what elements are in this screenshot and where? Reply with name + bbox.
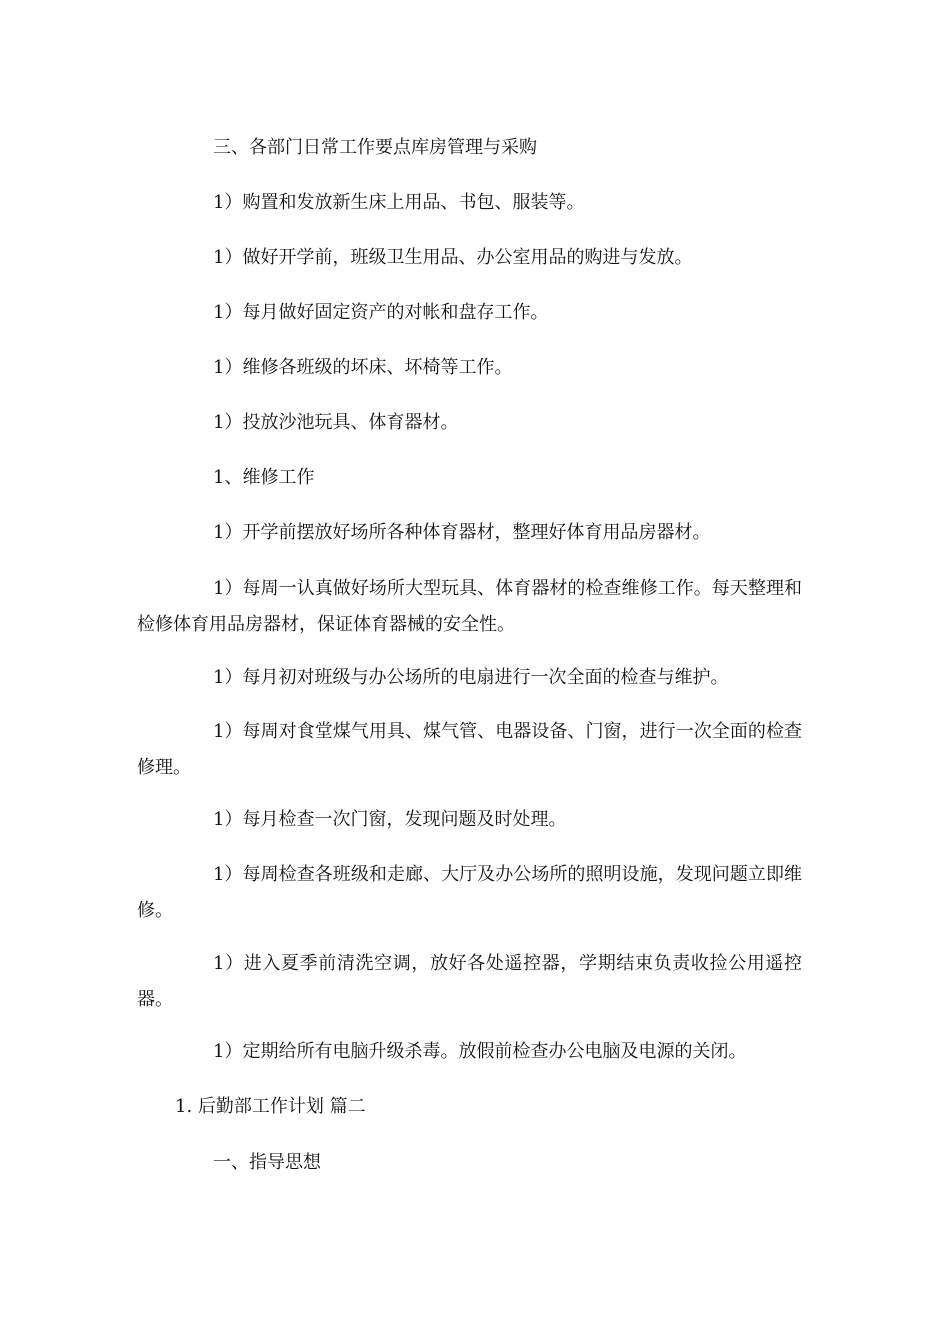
list-item: 1）维修各班级的坏床、坏椅等工作。 [213,357,513,378]
article-title: 1. 后勤部工作计划 篇二 [175,1096,366,1117]
list-item: 1）每周一认真做好场所大型玩具、体育器材的检查维修工作。每天整理和检修体育用品房器材，保证体育器械的安全性。 [137,578,802,635]
list-item: 1）购置和发放新生床上用品、书包、服装等。 [213,192,585,213]
list-item: 1）进入夏季前清洗空调，放好各处遥控器，学期结束负责收捡公用遥控器。 [137,953,802,1010]
section-heading: 三、各部门日常工作要点库房管理与采购 [213,137,537,158]
list-item: 1）做好开学前，班级卫生用品、办公室用品的购进与发放。 [213,247,693,268]
section-heading: 一、指导思想 [213,1152,321,1173]
subsection-heading: 1、维修工作 [213,467,315,488]
list-item: 1）定期给所有电脑升级杀毒。放假前检查办公电脑及电源的关闭。 [213,1041,747,1062]
list-item: 1）每月检查一次门窗，发现问题及时处理。 [213,809,567,830]
list-item: 1）投放沙池玩具、体育器材。 [213,412,459,433]
list-item: 1）每月做好固定资产的对帐和盘存工作。 [213,302,549,323]
list-item: 1）每周检查各班级和走廊、大厅及办公场所的照明设施，发现问题立即维修。 [137,864,802,921]
list-item: 1）开学前摆放好场所各种体育器材，整理好体育用品房器材。 [213,522,711,543]
list-item: 1）每月初对班级与办公场所的电扇进行一次全面的检查与维护。 [213,667,729,688]
list-item: 1）每周对食堂煤气用具、煤气管、电器设备、门窗，进行一次全面的检查修理。 [137,721,802,778]
